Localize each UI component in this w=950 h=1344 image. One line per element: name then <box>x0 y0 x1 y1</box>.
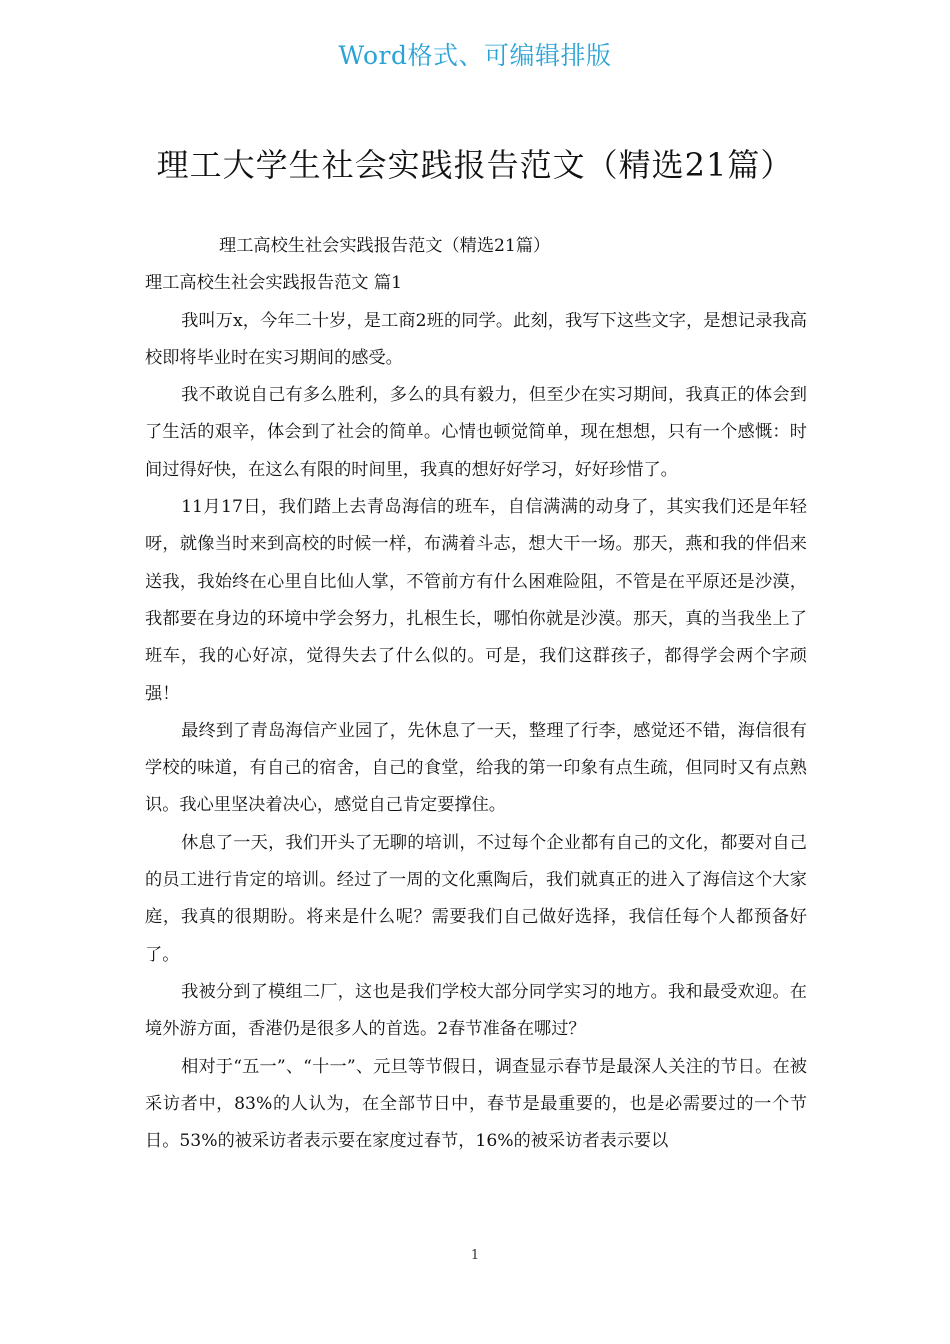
paragraph: 我叫万x，今年二十岁，是工商2班的同学。此刻，我写下这些文字，是想记录我高校即将毕业时在实习期间的感受。 <box>145 310 807 368</box>
subtitle: 理工高校生社会实践报告范文（精选21篇） <box>219 236 551 256</box>
paragraph: 最终到了青岛海信产业园了，先休息了一天，整理了行李，感觉还不错，海信很有学校的味道，有自己的宿舍，自己的食堂，给我的第一印象有点生疏，但同时又有点熟识。我心里坚决着决心，感觉自己肯定要撑住。 <box>145 720 807 816</box>
paragraph: 我被分到了模组二厂，这也是我们学校大部分同学实习的地方。我和最受欢迎。在境外游方面，香港仍是很多人的首选。2春节准备在哪过？ <box>145 981 807 1040</box>
section-heading: 理工高校生社会实践报告范文 篇1 <box>145 273 403 294</box>
format-banner: Word格式、可编辑排版 <box>338 41 612 70</box>
document-body <box>145 228 807 1160</box>
paragraph: 11月17日，我们踏上去青岛海信的班车，自信满满的动身了，其实我们还是年轻呀，就像当时来到高校的时候一样，布满着斗志，想大干一场。那天，燕和我的伴侣来送我，我始终在心里自比仙人掌，不管前方有什么困难险阻，不管是在平原还是沙漠，我都要在身边的环境中学会努力，扎根生长，哪怕你就是沙漠。那天，真的当我坐上了班车，我的心好凉，觉得失去了什么似的。可是，我们这群孩子，都得学会两个字顽强！ <box>145 497 807 704</box>
document-title: 理工大学生社会实践报告范文（精选21篇） <box>156 146 794 184</box>
page-number: 1 <box>470 1248 480 1263</box>
paragraph: 我不敢说自己有多么胜利，多么的具有毅力，但至少在实习期间，我真正的体会到了生活的艰辛，体会到了社会的简单。心情也顿觉简单，现在想想，只有一个感慨：时间过得好快，在这么有限的时间里，我真的想好好学习，好好珍惜了。 <box>145 385 807 480</box>
paragraph: 休息了一天，我们开头了无聊的培训，不过每个企业都有自己的文化，都要对自己的员工进行肯定的培训。经过了一周的文化熏陶后，我们就真正的进入了海信这个大家庭，我真的很期盼。将来是什么呢？需要我们自己做好选择，我信任每个人都预备好了。 <box>145 832 807 965</box>
paragraph: 相对于“五一”、“十一”、元旦等节假日，调查显示春节是最深人关注的节日。在被采访者中，83%的人认为，在全部节日中，春节是最重要的，也是必需要过的一个节日。53%的被采访者表示要在家度过春节，16%的被采访者表示要以 <box>145 1056 807 1152</box>
